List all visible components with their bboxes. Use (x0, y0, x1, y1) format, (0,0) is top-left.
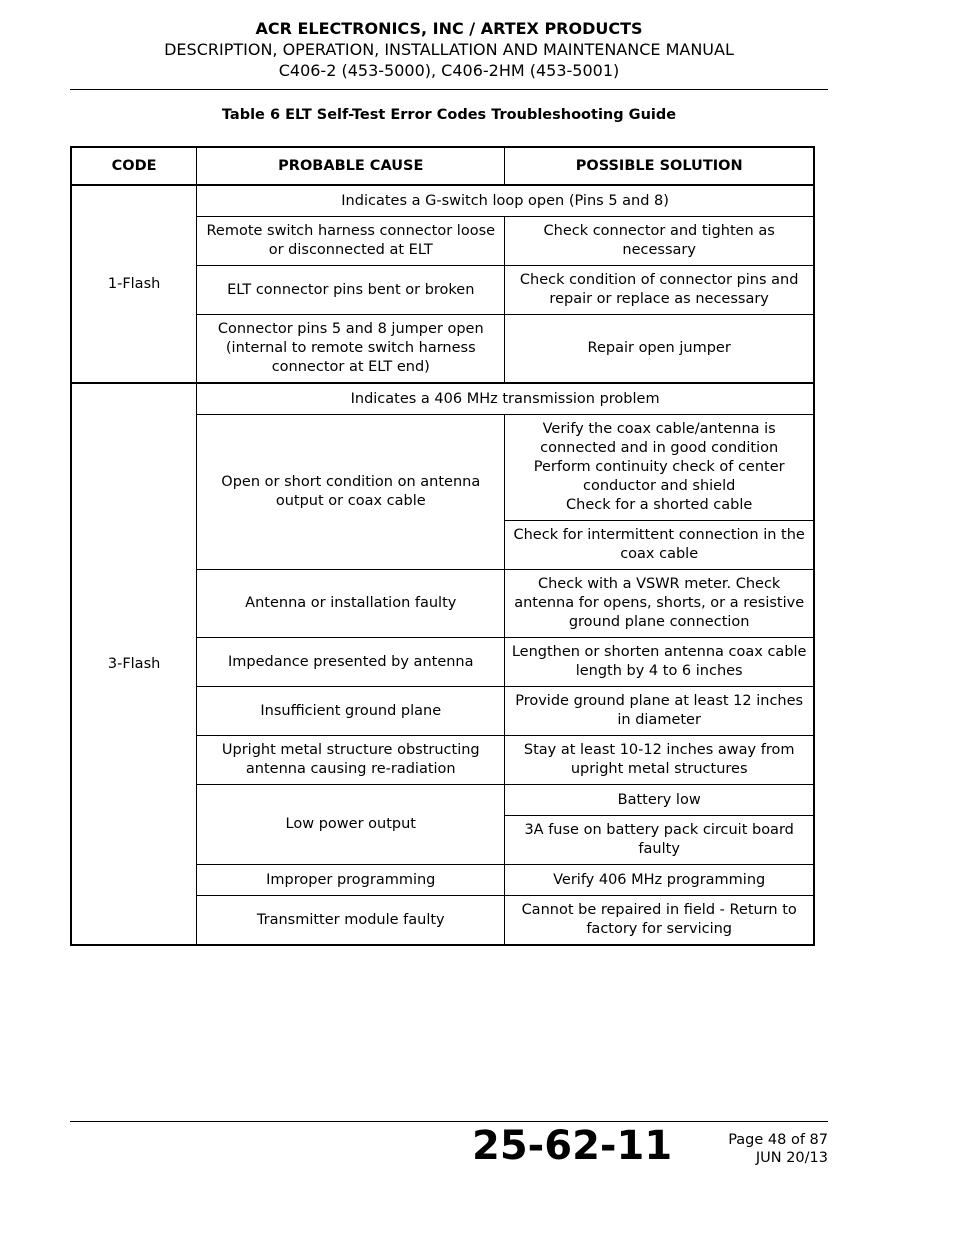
solution-cell: Battery low (505, 785, 814, 816)
solution-cell: Check with a VSWR meter. Check antenna for opens, shorts, or a resistive ground plane connection (505, 570, 814, 638)
solution-cell: Repair open jumper (505, 315, 814, 384)
cause-cell: Improper programming (197, 865, 505, 896)
cause-cell: Antenna or installation faulty (197, 570, 505, 638)
solution-cell: Lengthen or shorten antenna coax cable length by 4 to 6 inches (505, 638, 814, 687)
header-divider (70, 89, 828, 90)
cause-cell: Impedance presented by antenna (197, 638, 505, 687)
document-number: 25-62-11 (472, 1123, 673, 1169)
column-header-code: CODE (71, 147, 197, 185)
solution-cell: Verify 406 MHz programming (505, 865, 814, 896)
page-info (728, 1131, 828, 1167)
company-name: ACR ELECTRONICS, INC / ARTEX PRODUCTS (255, 19, 643, 38)
solution-line: Check for a shorted cable (566, 497, 753, 513)
table-row (71, 383, 814, 415)
cause-cell: Low power output (197, 785, 505, 865)
cause-cell: ELT connector pins bent or broken (197, 266, 505, 315)
troubleshooting-table (70, 146, 815, 946)
indicates-cell: Indicates a 406 MHz transmission problem (197, 383, 814, 415)
page-number: Page 48 of 87 (728, 1132, 828, 1148)
footer-divider (70, 1121, 828, 1122)
solution-cell (505, 415, 814, 521)
solution-line: Verify the coax cable/antenna is connected and in good condition (540, 421, 779, 456)
cause-cell: Transmitter module faulty (197, 896, 505, 946)
page-header (70, 19, 828, 81)
table-caption: Table 6 ELT Self-Test Error Codes Troubleshooting Guide (221, 107, 677, 123)
solution-cell: Cannot be repaired in field - Return to factory for servicing (505, 896, 814, 946)
solution-cell: Check connector and tighten as necessary (505, 217, 814, 266)
indicates-cell: Indicates a G-switch loop open (Pins 5 and 8) (197, 185, 814, 217)
model-numbers: C406-2 (453-5000), C406-2HM (453-5001) (278, 61, 620, 80)
column-header-solution: POSSIBLE SOLUTION (505, 147, 814, 185)
table-row (71, 185, 814, 217)
solution-cell: Provide ground plane at least 12 inches in diameter (505, 687, 814, 736)
code-cell-1-flash: 1-Flash (71, 185, 197, 383)
manual-title: DESCRIPTION, OPERATION, INSTALLATION AND MAINTENANCE MANUAL (164, 40, 734, 59)
solution-cell: Check condition of connector pins and repair or replace as necessary (505, 266, 814, 315)
revision-date: JUN 20/13 (755, 1150, 828, 1166)
solution-cell: Check for intermittent connection in the coax cable (505, 521, 814, 570)
cause-cell: Open or short condition on antenna output or coax cable (197, 415, 505, 570)
code-cell-3-flash: 3-Flash (71, 383, 197, 945)
solution-line: Perform continuity check of center conductor and shield (533, 459, 785, 494)
solution-cell: 3A fuse on battery pack circuit board faulty (505, 816, 814, 865)
column-header-cause: PROBABLE CAUSE (197, 147, 505, 185)
cause-cell: Connector pins 5 and 8 jumper open (internal to remote switch harness connector at ELT end) (197, 315, 505, 384)
cause-cell: Upright metal structure obstructing antenna causing re-radiation (197, 736, 505, 785)
table-header-row (71, 147, 814, 185)
cause-cell: Remote switch harness connector loose or disconnected at ELT (197, 217, 505, 266)
cause-cell: Insufficient ground plane (197, 687, 505, 736)
solution-cell: Stay at least 10-12 inches away from upright metal structures (505, 736, 814, 785)
